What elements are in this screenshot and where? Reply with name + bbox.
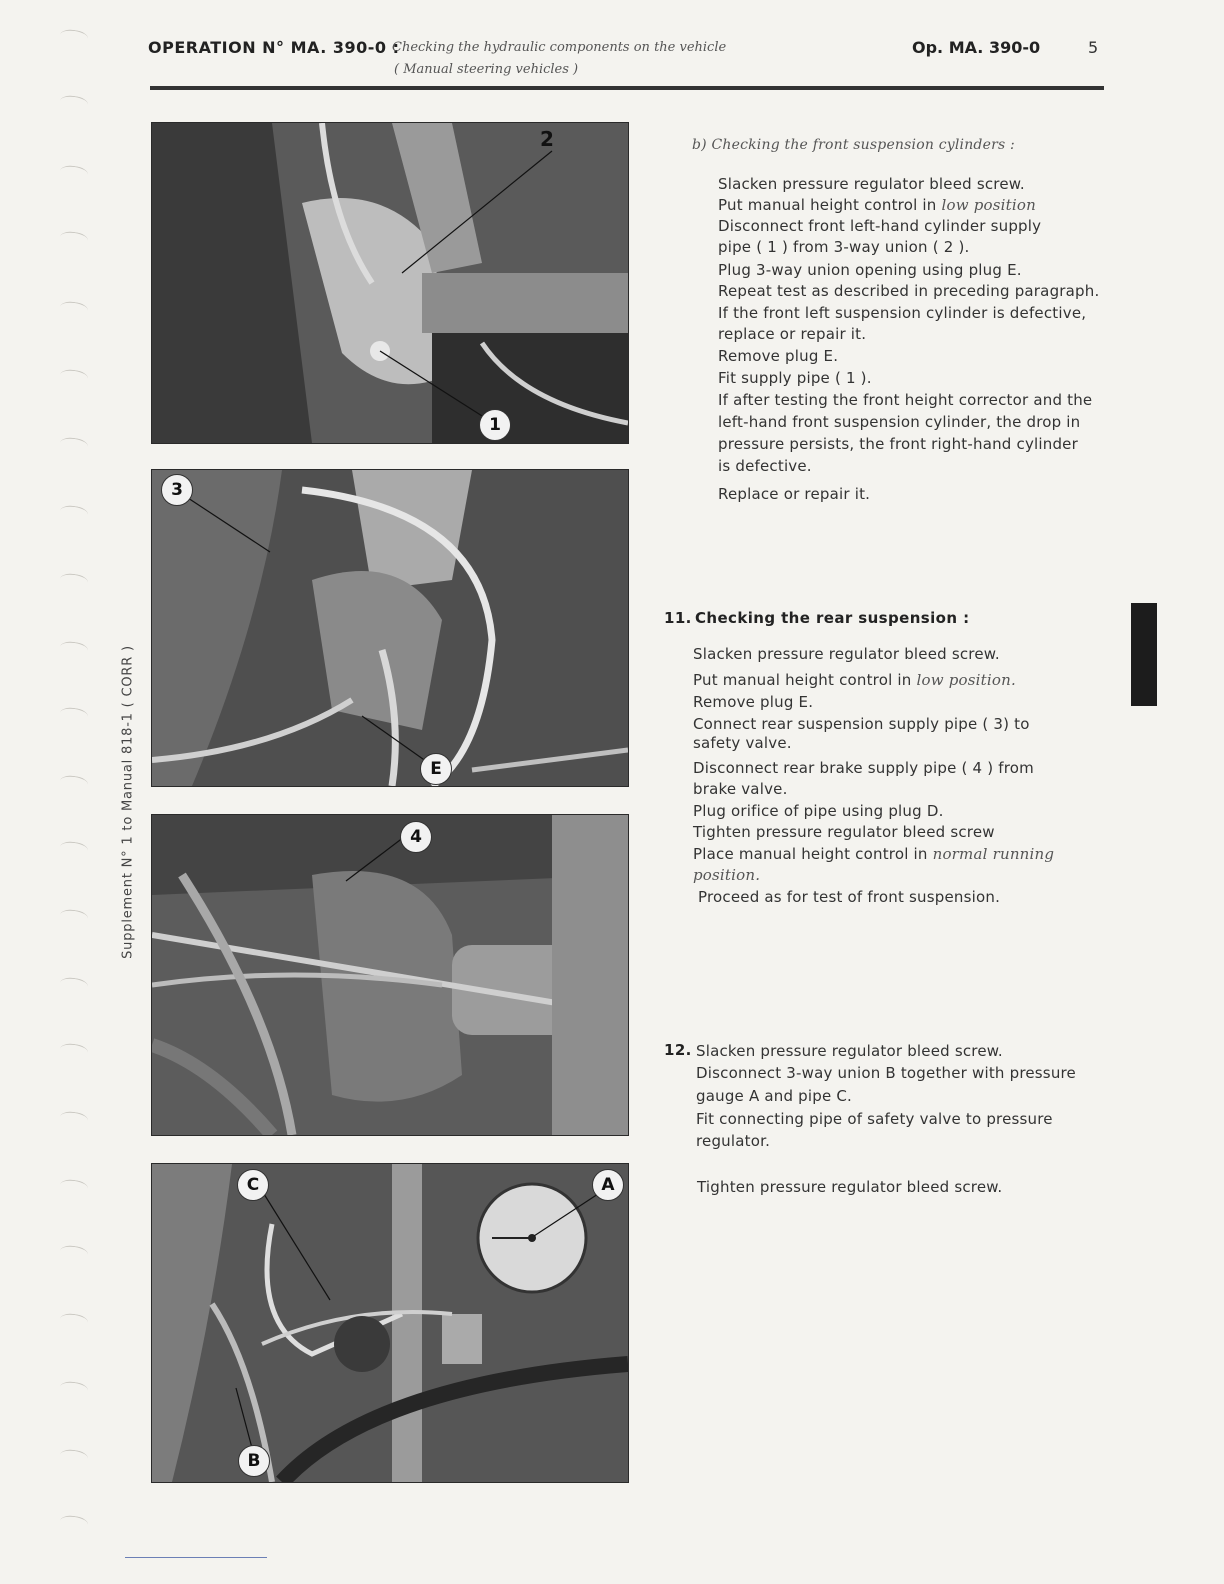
photo-brake-valve [151,814,629,1136]
section-11-line: position. [693,866,761,884]
italic-term: low position [941,196,1036,214]
supplement-side-label: Supplement N° 1 to Manual 818-1 ( CORR ) [120,645,136,959]
section-12-line: Slacken pressure regulator bleed screw. [696,1042,1003,1060]
section-11-line: Slacken pressure regulator bleed screw. [693,645,1000,663]
photo-illustration [152,123,628,443]
callout-1: 1 [479,409,511,441]
section-11-line: Place manual height control in normal running [693,845,1055,863]
section-12-line: gauge A and pipe C. [696,1087,853,1105]
section-tab-marker [1131,603,1157,706]
callout-a: A [592,1169,624,1201]
section-12-line: Fit connecting pipe of safety valve to pressure [696,1110,1053,1128]
photo-illustration [152,1164,628,1482]
section-12-line: regulator. [696,1132,771,1150]
callout-3: 3 [161,474,193,506]
section-b-line: Plug 3-way union opening using plug E. [718,261,1022,279]
photo-pressure-gauge [151,1163,629,1483]
binder-hole-marks [56,30,96,1530]
section-b-line: replace or repair it. [718,325,867,343]
section-b-line: Remove plug E. [718,347,839,365]
section-b-line: pipe ( 1 ) from 3-way union ( 2 ). [718,238,970,256]
section-b-line: left-hand front suspension cylinder, the drop in [718,413,1081,431]
italic-term: low position. [916,671,1016,689]
section-11-number: 11. [664,609,692,627]
section-b-line: If the front left suspension cylinder is defective, [718,304,1087,322]
section-b-line: Put manual height control in low position [718,196,1036,214]
section-b-line: Replace or repair it. [718,485,871,503]
section-b-line: pressure persists, the front right-hand cylinder [718,435,1078,453]
italic-term: normal running [932,845,1055,863]
section-11-line: Connect rear suspension supply pipe ( 3) to [693,715,1030,733]
footer-rule [125,1557,267,1558]
photo-front-suspension-union [151,122,629,444]
section-b-line: Fit supply pipe ( 1 ). [718,369,872,387]
callout-c: C [237,1169,269,1201]
section-b-line: If after testing the front height corrector and the [718,391,1093,409]
operation-reference: Op. MA. 390-0 [912,38,1041,57]
section-12-line: Disconnect 3-way union B together with pressure [696,1064,1076,1082]
section-11-line: Tighten pressure regulator bleed screw [693,823,995,841]
callout-e: E [420,753,452,785]
section-b-line: is defective. [718,457,812,475]
section-b-line: Disconnect front left-hand cylinder supply [718,217,1042,235]
section-b-line: Slacken pressure regulator bleed screw. [718,175,1025,193]
section-11-line: Proceed as for test of front suspension. [698,888,1001,906]
photo-illustration [152,815,628,1135]
operation-subtitle: ( Manual steering vehicles ) [394,62,579,77]
section-11-line: Remove plug E. [693,693,814,711]
callout-2: 2 [540,127,554,151]
photo-safety-valve [151,469,629,787]
header-rule [150,86,1104,90]
section-12-line: Tighten pressure regulator bleed screw. [697,1178,1003,1196]
operation-number: OPERATION N° MA. 390-0 : [148,38,400,57]
callout-4: 4 [400,821,432,853]
section-12-number: 12. [664,1041,692,1059]
section-11-line: Plug orifice of pipe using plug D. [693,802,944,820]
section-11-heading: Checking the rear suspension : [695,609,970,627]
section-b-line: Repeat test as described in preceding paragraph. [718,282,1100,300]
section-b-heading: b) Checking the front suspension cylinders : [692,137,1015,153]
section-11-line: Disconnect rear brake supply pipe ( 4 ) from [693,759,1034,777]
section-11-line: Put manual height control in low position. [693,671,1016,689]
section-11-line: brake valve. [693,780,788,798]
photo-illustration [152,470,628,786]
operation-title: Checking the hydraulic components on the vehicle [392,40,727,55]
page-number: 5 [1088,38,1099,57]
callout-b: B [238,1445,270,1477]
section-11-line: safety valve. [693,734,792,752]
